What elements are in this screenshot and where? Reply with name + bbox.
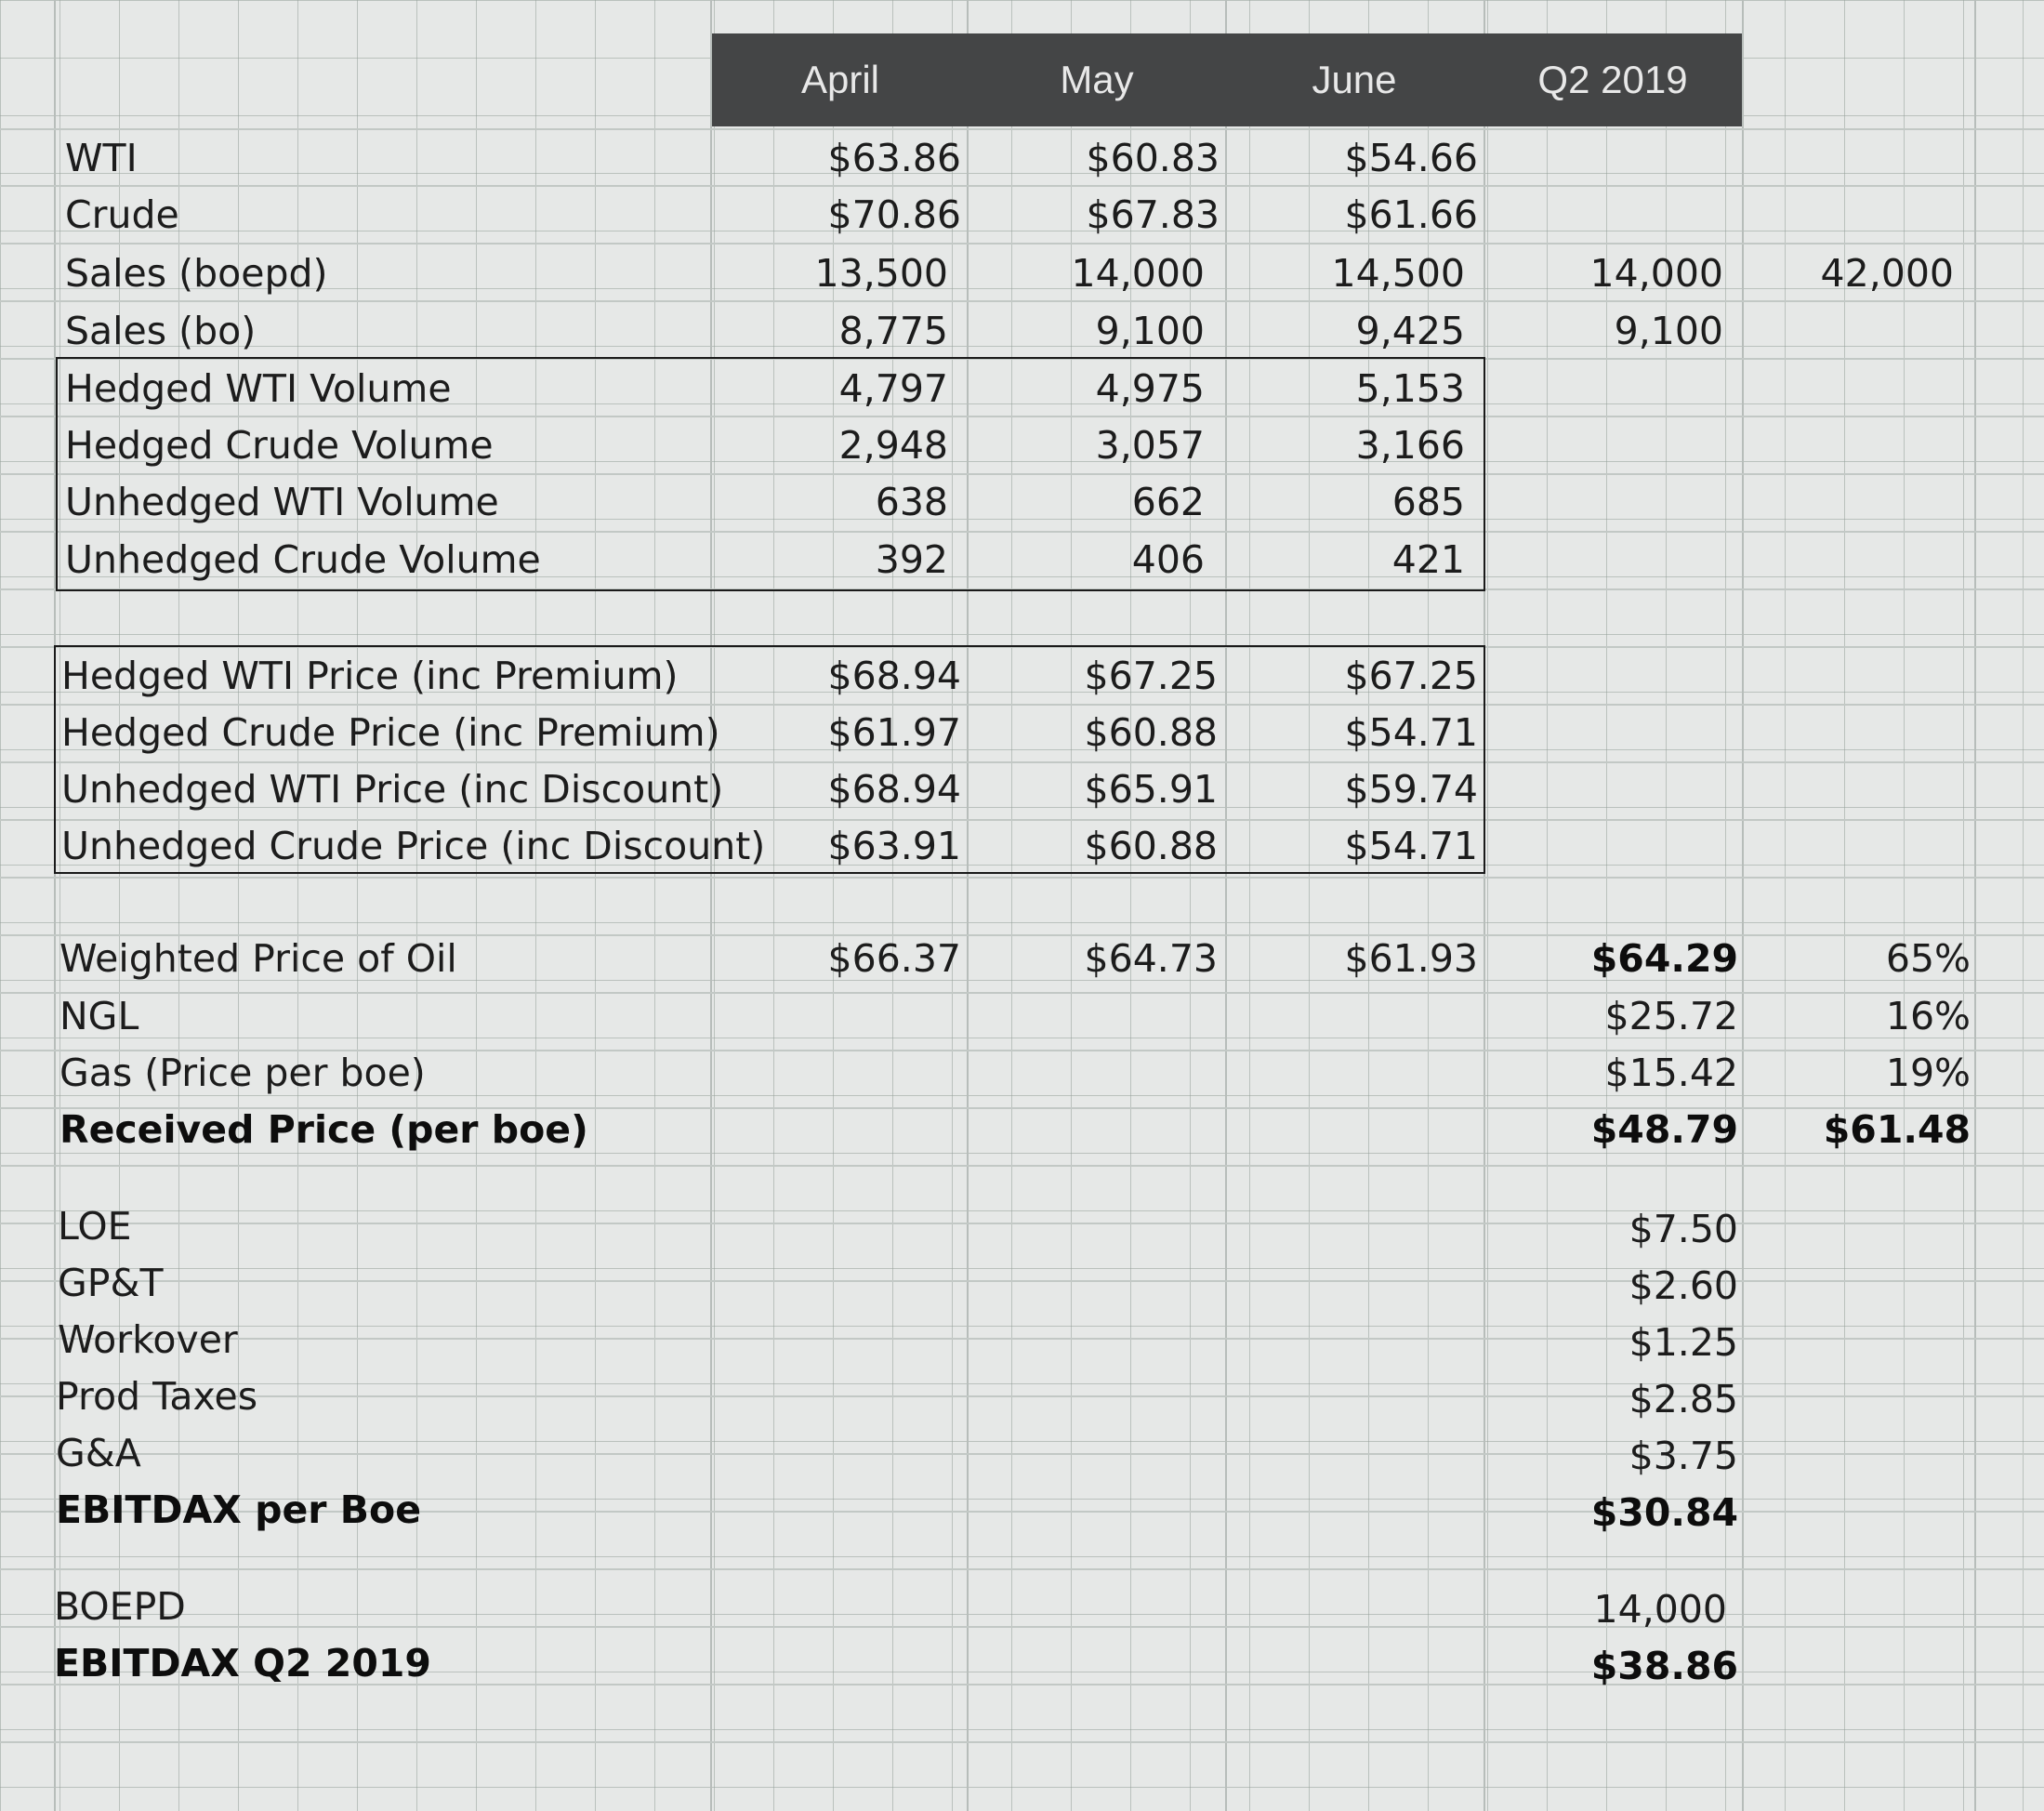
cell-gas-share[interactable]: 19% bbox=[1885, 1051, 1971, 1095]
cell-prod-taxes-q2[interactable]: $2.85 bbox=[1629, 1377, 1738, 1421]
row-label-hedged-crude-price[interactable]: Hedged Crude Price (inc Premium) bbox=[61, 710, 720, 755]
cell-received-price-extra[interactable]: $61.48 bbox=[1823, 1107, 1971, 1152]
cell-weighted-price-q2[interactable]: $64.29 bbox=[1590, 936, 1738, 981]
row-label-gas[interactable]: Gas (Price per boe) bbox=[59, 1051, 426, 1095]
cell-ebitdax-q2-2019-value[interactable]: $38.86 bbox=[1590, 1644, 1738, 1688]
cell-unhedged-wti-price-april[interactable]: $68.94 bbox=[827, 767, 961, 812]
cell-unhedged-crude-price-june[interactable]: $54.71 bbox=[1344, 824, 1478, 868]
cell-gpt-q2[interactable]: $2.60 bbox=[1629, 1263, 1738, 1308]
cell-unhedged-crude-volume-april[interactable]: 392 bbox=[875, 537, 948, 582]
row-label-hedged-wti-price[interactable]: Hedged WTI Price (inc Premium) bbox=[61, 654, 679, 698]
cell-wti-june[interactable]: $54.66 bbox=[1344, 136, 1478, 180]
cell-sales-boepd-q2[interactable]: 14,000 bbox=[1589, 251, 1723, 296]
cell-unhedged-crude-volume-june[interactable]: 421 bbox=[1391, 537, 1465, 582]
cell-hedged-wti-price-april[interactable]: $68.94 bbox=[827, 654, 961, 698]
row-label-hedged-crude-volume[interactable]: Hedged Crude Volume bbox=[65, 423, 494, 468]
row-label-boepd[interactable]: BOEPD bbox=[54, 1584, 186, 1629]
cell-sales-boepd-extra[interactable]: 42,000 bbox=[1820, 251, 1954, 296]
cell-unhedged-crude-volume-may[interactable]: 406 bbox=[1131, 537, 1205, 582]
row-label-unhedged-crude-price[interactable]: Unhedged Crude Price (inc Discount) bbox=[61, 824, 766, 868]
cell-gas-q2[interactable]: $15.42 bbox=[1604, 1051, 1738, 1095]
row-label-crude[interactable]: Crude bbox=[65, 192, 179, 237]
header-june[interactable]: June bbox=[1312, 58, 1397, 101]
cell-sales-bo-june[interactable]: 9,425 bbox=[1355, 309, 1465, 353]
row-label-wti[interactable]: WTI bbox=[65, 136, 138, 180]
cell-sales-bo-may[interactable]: 9,100 bbox=[1095, 309, 1205, 353]
cell-hedged-wti-price-may[interactable]: $67.25 bbox=[1084, 654, 1218, 698]
cell-hedged-crude-volume-may[interactable]: 3,057 bbox=[1095, 423, 1205, 468]
cell-boepd-q2[interactable]: 14,000 bbox=[1593, 1587, 1727, 1632]
cell-weighted-price-share[interactable]: 65% bbox=[1885, 936, 1971, 981]
cell-received-price-q2[interactable]: $48.79 bbox=[1590, 1107, 1738, 1152]
row-label-sales-bo[interactable]: Sales (bo) bbox=[65, 309, 257, 353]
cell-unhedged-wti-volume-may[interactable]: 662 bbox=[1131, 480, 1205, 524]
cell-sales-boepd-april[interactable]: 13,500 bbox=[814, 251, 948, 296]
row-label-workover[interactable]: Workover bbox=[58, 1317, 238, 1362]
cell-weighted-price-april[interactable]: $66.37 bbox=[827, 936, 961, 981]
row-label-gpt[interactable]: GP&T bbox=[58, 1261, 164, 1305]
cell-wti-april[interactable]: $63.86 bbox=[827, 136, 961, 180]
cell-sales-boepd-may[interactable]: 14,000 bbox=[1071, 251, 1205, 296]
row-label-received-price[interactable]: Received Price (per boe) bbox=[59, 1107, 588, 1152]
cell-ngl-share[interactable]: 16% bbox=[1885, 994, 1971, 1038]
row-label-ebitdax-q2-2019[interactable]: EBITDAX Q2 2019 bbox=[54, 1641, 431, 1685]
cell-hedged-wti-volume-may[interactable]: 4,975 bbox=[1095, 366, 1205, 411]
cell-crude-june[interactable]: $61.66 bbox=[1344, 192, 1478, 237]
cell-hedged-crude-price-june[interactable]: $54.71 bbox=[1344, 710, 1478, 755]
row-label-ga[interactable]: G&A bbox=[56, 1431, 141, 1475]
cell-sales-bo-q2[interactable]: 9,100 bbox=[1614, 309, 1723, 353]
cell-ebitdax-per-boe-q2[interactable]: $30.84 bbox=[1590, 1490, 1738, 1535]
row-label-ngl[interactable]: NGL bbox=[59, 994, 139, 1038]
row-label-sales-boepd[interactable]: Sales (boepd) bbox=[65, 251, 328, 296]
cell-workover-q2[interactable]: $1.25 bbox=[1629, 1320, 1738, 1365]
cell-ga-q2[interactable]: $3.75 bbox=[1629, 1434, 1738, 1478]
cell-unhedged-wti-price-may[interactable]: $65.91 bbox=[1084, 767, 1218, 812]
header-april[interactable]: April bbox=[800, 58, 880, 101]
cell-hedged-wti-price-june[interactable]: $67.25 bbox=[1344, 654, 1478, 698]
cell-ngl-q2[interactable]: $25.72 bbox=[1604, 994, 1738, 1038]
cell-unhedged-wti-price-june[interactable]: $59.74 bbox=[1344, 767, 1478, 812]
cell-loe-q2[interactable]: $7.50 bbox=[1629, 1207, 1738, 1251]
cell-hedged-crude-price-april[interactable]: $61.97 bbox=[827, 710, 961, 755]
row-label-hedged-wti-volume[interactable]: Hedged WTI Volume bbox=[65, 366, 452, 411]
row-label-unhedged-crude-volume[interactable]: Unhedged Crude Volume bbox=[65, 537, 541, 582]
cell-sales-boepd-june[interactable]: 14,500 bbox=[1331, 251, 1465, 296]
cell-hedged-wti-volume-june[interactable]: 5,153 bbox=[1355, 366, 1465, 411]
cell-crude-may[interactable]: $67.83 bbox=[1086, 192, 1220, 237]
cell-crude-april[interactable]: $70.86 bbox=[827, 192, 961, 237]
cell-weighted-price-may[interactable]: $64.73 bbox=[1084, 936, 1218, 981]
cell-sales-bo-april[interactable]: 8,775 bbox=[838, 309, 948, 353]
row-label-ebitdax-per-boe[interactable]: EBITDAX per Boe bbox=[56, 1487, 422, 1532]
row-label-prod-taxes[interactable]: Prod Taxes bbox=[56, 1374, 258, 1419]
cell-hedged-crude-price-may[interactable]: $60.88 bbox=[1084, 710, 1218, 755]
cell-hedged-wti-volume-april[interactable]: 4,797 bbox=[838, 366, 948, 411]
cell-wti-may[interactable]: $60.83 bbox=[1086, 136, 1220, 180]
header-may[interactable]: May bbox=[1060, 58, 1134, 101]
cell-unhedged-crude-price-april[interactable]: $63.91 bbox=[827, 824, 961, 868]
cell-unhedged-crude-price-may[interactable]: $60.88 bbox=[1084, 824, 1218, 868]
row-label-loe[interactable]: LOE bbox=[58, 1204, 132, 1249]
cell-hedged-crude-volume-april[interactable]: 2,948 bbox=[838, 423, 948, 468]
cell-unhedged-wti-volume-april[interactable]: 638 bbox=[875, 480, 948, 524]
row-label-weighted-price-of-oil[interactable]: Weighted Price of Oil bbox=[59, 936, 457, 981]
cell-hedged-crude-volume-june[interactable]: 3,166 bbox=[1355, 423, 1465, 468]
row-label-unhedged-wti-volume[interactable]: Unhedged WTI Volume bbox=[65, 480, 499, 524]
row-label-unhedged-wti-price[interactable]: Unhedged WTI Price (inc Discount) bbox=[61, 767, 724, 812]
header-q2-2019[interactable]: Q2 2019 bbox=[1537, 58, 1688, 101]
cell-unhedged-wti-volume-june[interactable]: 685 bbox=[1391, 480, 1465, 524]
cell-weighted-price-june[interactable]: $61.93 bbox=[1344, 936, 1478, 981]
